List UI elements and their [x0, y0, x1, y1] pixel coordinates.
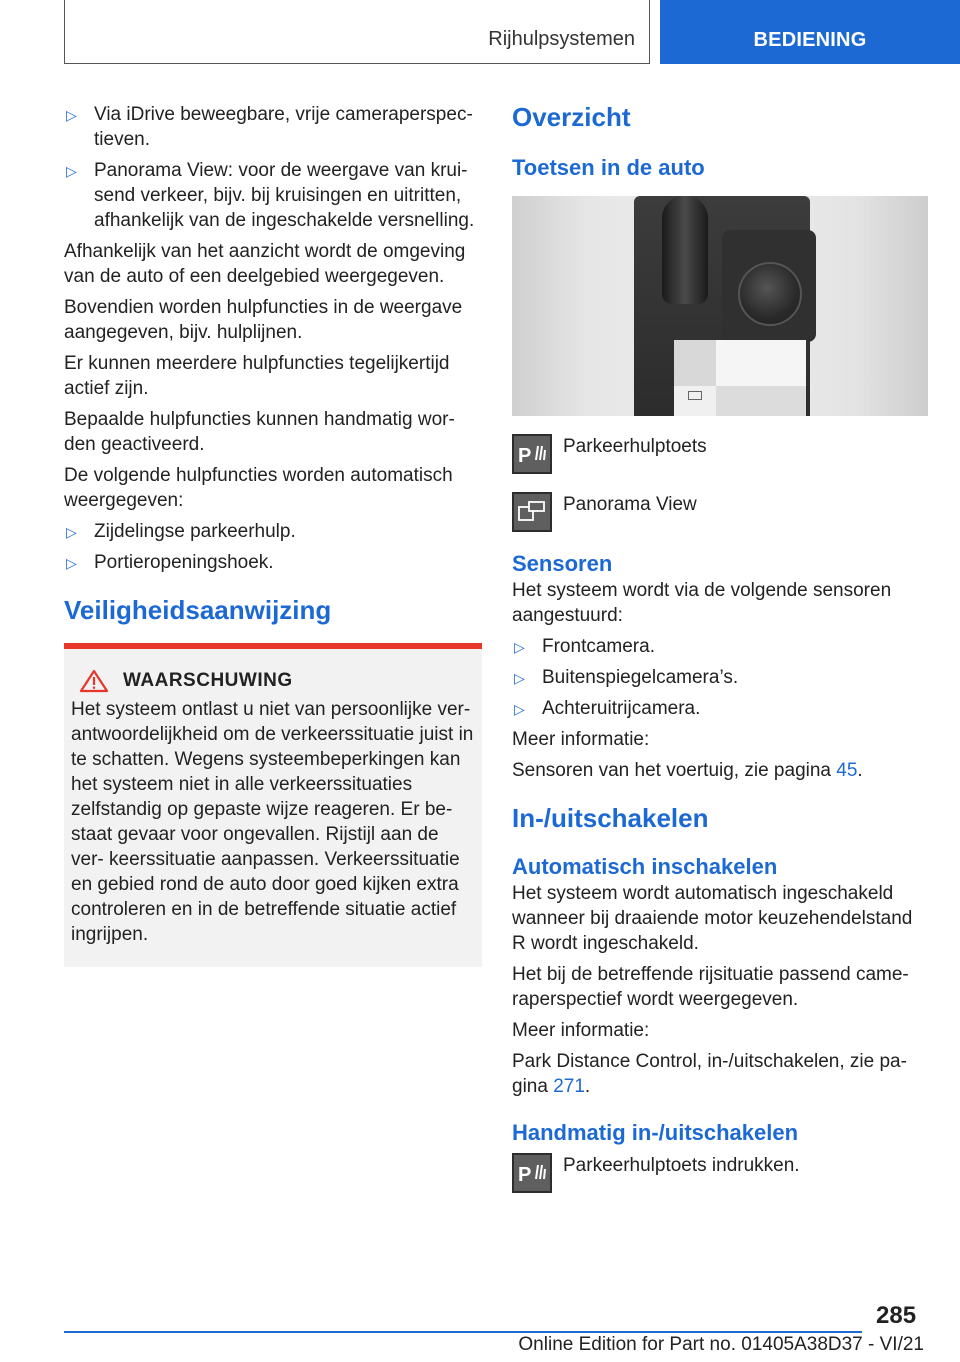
list-item: ▷ Panorama View: voor de weergave van krui- send verkeer, bijv. bij kruisingen en uitritten, afhankelijk van de ingeschakelde versnelling. [66, 160, 475, 231]
svg-text:P: P [518, 445, 532, 467]
panorama-view-icon [512, 492, 552, 532]
buttons-heading: Toetsen in de auto [512, 155, 705, 180]
list-item: ▷ Zijdelingse parkeerhulp. [64, 519, 482, 544]
list-item: ▷ Portieropeningshoek. [64, 550, 482, 575]
console-button-pad [716, 386, 806, 416]
bullet-triangle-icon: ▷ [66, 107, 77, 123]
bullet-triangle-icon: ▷ [514, 639, 525, 655]
park-assist-icon [512, 434, 552, 474]
idrive-controller-knob [738, 262, 802, 326]
page-link-45[interactable]: 45 [836, 760, 858, 781]
paragraph: Er kunnen meerdere hulpfuncties tegelijkertijd actief zijn. [64, 353, 450, 399]
paragraph: De volgende hulpfuncties worden automatisch weergegeven: [64, 465, 453, 511]
paragraph: Afhankelijk van het aanzicht wordt de omgeving van de auto of een deelgebied weergegeven. [64, 241, 466, 287]
safety-heading: Veiligheidsaanwijzing [64, 595, 332, 625]
icon-row-label: Panorama View [563, 494, 697, 515]
console-button-pad [674, 340, 716, 386]
camera-options-list [64, 102, 482, 233]
paragraph: Meer informatie: [512, 729, 650, 750]
header-chapter-title: BEDIENING [753, 29, 867, 51]
icon-row-manual [512, 1153, 930, 1193]
sensors-heading: Sensoren [512, 551, 613, 576]
list-item: ▷ Buitenspiegelcamera’s. [512, 665, 930, 690]
bullet-triangle-icon: ▷ [514, 701, 525, 717]
footer-divider [64, 1331, 862, 1333]
park-assist-icon [512, 1153, 552, 1193]
warning-title: WAARSCHUWING [123, 670, 293, 691]
warning-header [71, 669, 474, 693]
paragraph: Bepaalde hulpfuncties kunnen handmatig wor- den geactiveerd. [64, 409, 455, 455]
bullet-triangle-icon: ▷ [66, 555, 77, 571]
paragraph: Meer informatie: [512, 1020, 650, 1041]
console-button-pad [716, 340, 806, 386]
paragraph: Het systeem wordt automatisch ingeschakeld wanneer bij draaiende motor keuzehendelstand R wordt ingeschakeld. [512, 883, 913, 954]
header-section-title: Rijhulpsystemen [488, 28, 635, 50]
paragraph: Het bij de betreffende rijsituatie passend came- raperspectief wordt weergegeven. [512, 964, 909, 1010]
left-column [64, 102, 482, 967]
auto-heading: Automatisch inschakelen [512, 854, 778, 879]
overview-heading: Overzicht [512, 102, 631, 132]
onoff-heading: In-/uitschakelen [512, 803, 709, 833]
sensors-list [512, 634, 930, 721]
paragraph: Het systeem wordt via de volgende sensoren aangestuurd: [512, 580, 892, 626]
gear-selector-lever [662, 196, 708, 304]
svg-text:P: P [518, 1164, 532, 1186]
icon-row-label: Parkeerhulptoets indrukken. [563, 1155, 800, 1176]
warning-triangle-icon [79, 669, 109, 693]
footer-edition: Online Edition for Part no. 01405A38D37 - VI/21 [518, 1334, 924, 1355]
list-item: ▷ Via iDrive beweegbare, vrije cameraperspec- tieven. [66, 104, 473, 150]
camera-button-icon [688, 391, 702, 400]
paragraph: Bovendien worden hulpfuncties in de weergave aangegeven, bijv. hulplijnen. [64, 297, 463, 343]
cross-reference: Sensoren van het voertuig, zie pagina 45. [512, 760, 863, 781]
warning-text: Het systeem ontlast u niet van persoonlijke ver- antwoordelijkheid om de verkeerssituatie juist in te schatten. Wegens systeembeperkingen kan het systeem niet in alle verkeerssituaties zelfstandig op gepaste wijze reageren. Er be- staat gevaar voor ongevallen. Rijstijl aan de ver- keerssituatie aanpassen. Verkeerssituatie en gebied rond de auto door goed kijken extra controleren en in de betreffende situatie actief ingrijpen. [71, 699, 474, 945]
list-item: ▷ Frontcamera. [512, 634, 930, 659]
icon-row-label: Parkeerhulptoets [563, 436, 707, 457]
right-column [512, 100, 930, 1211]
page-link-271[interactable]: 271 [553, 1076, 585, 1097]
page-number: 285 [876, 1302, 917, 1329]
header-chapter-tab [660, 0, 960, 64]
auto-functions-list [64, 519, 482, 575]
center-console-photo [512, 196, 928, 416]
manual-heading: Handmatig in-/uitschakelen [512, 1120, 799, 1145]
header-section-box [64, 0, 650, 64]
bullet-triangle-icon: ▷ [66, 524, 77, 540]
bullet-triangle-icon: ▷ [66, 163, 77, 179]
bullet-triangle-icon: ▷ [514, 670, 525, 686]
warning-box [64, 643, 482, 967]
list-item: ▷ Achteruitrijcamera. [512, 696, 930, 721]
cross-reference: Park Distance Control, in-/uitschakelen, zie pa- gina 271. [512, 1051, 907, 1097]
icon-row-panorama-view [512, 492, 930, 532]
icon-row-park-assist [512, 434, 930, 474]
